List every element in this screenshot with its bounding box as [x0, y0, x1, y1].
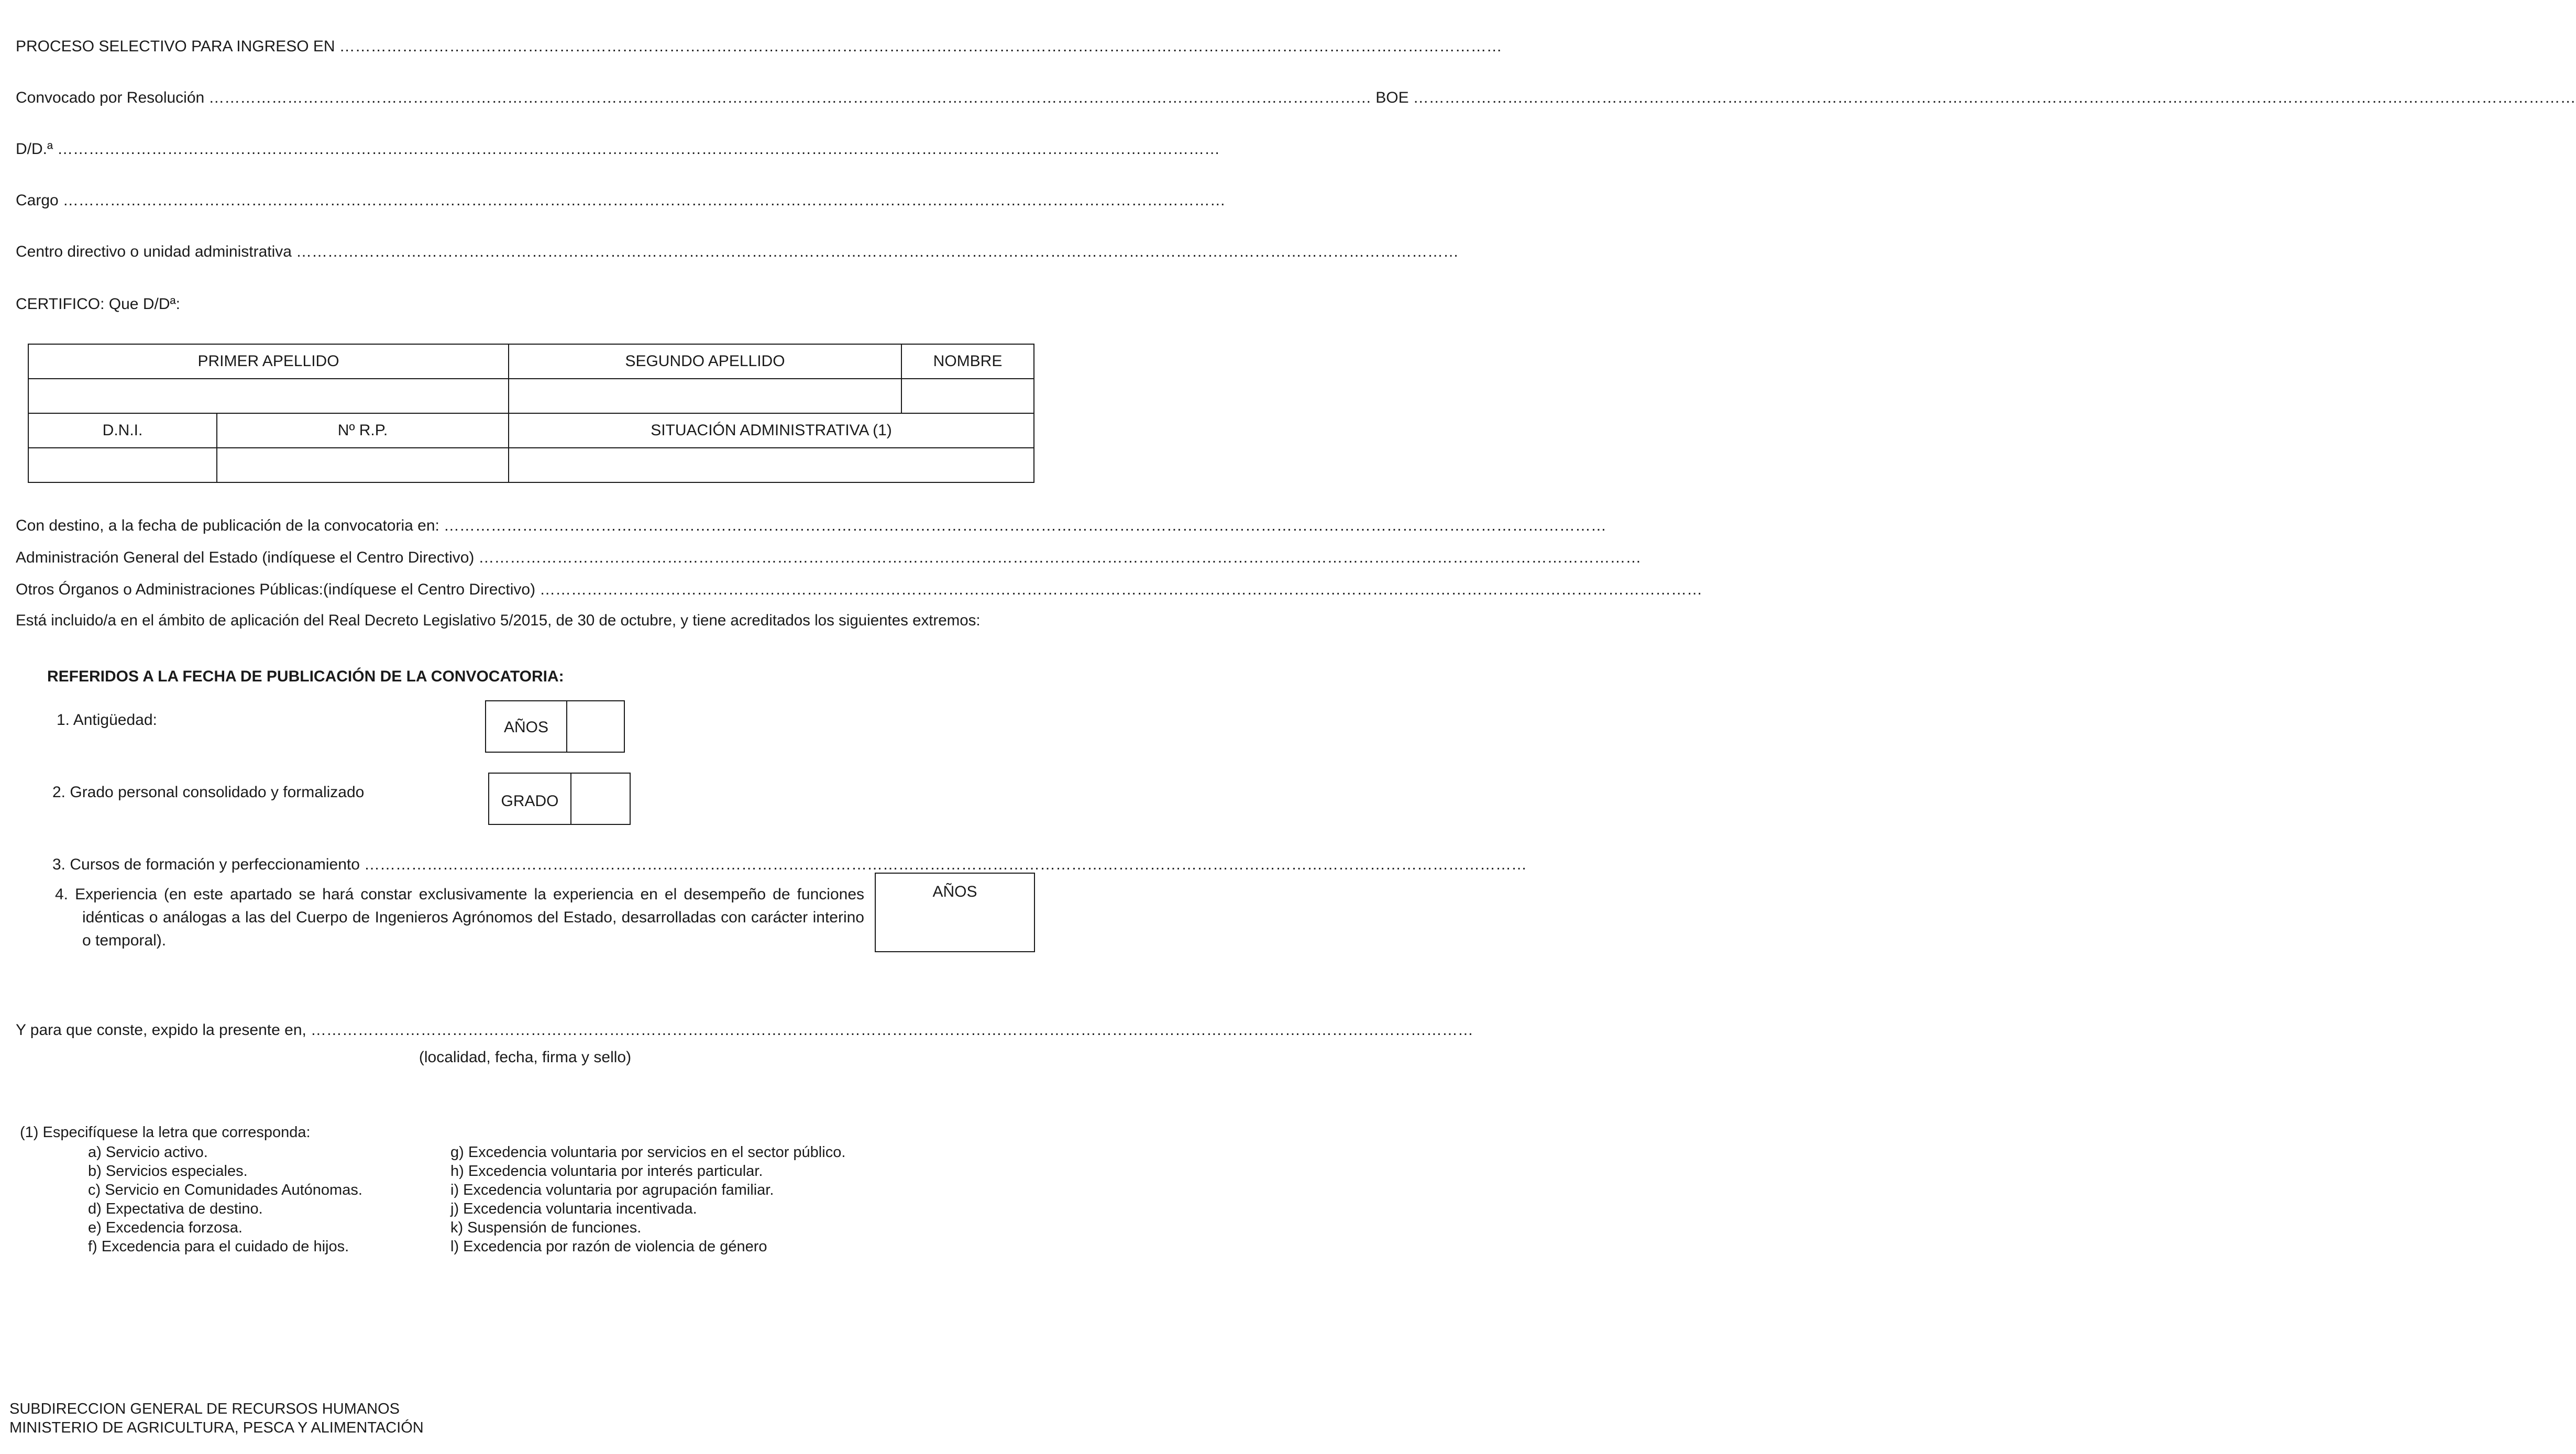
- identification-table: [28, 344, 1034, 483]
- input-dni[interactable]: [28, 448, 217, 482]
- boe-label: BOE: [1375, 89, 1409, 106]
- centro-label: Centro directivo o unidad administrativa: [16, 243, 292, 260]
- note-e: e) Excedencia forzosa.: [88, 1219, 243, 1236]
- experiencia-text: [55, 883, 864, 952]
- field-centro-directivo: [16, 243, 1459, 261]
- convocado-dots[interactable]: ……………………………………………………………………………………………………………………………………………………………………………………………………: [208, 89, 1372, 106]
- note-c: c) Servicio en Comunidades Autónomas.: [88, 1182, 362, 1198]
- localidad-text: (localidad, fecha, firma y sello): [419, 1049, 632, 1066]
- certifico-label: CERTIFICO: Que D/Dª:: [16, 295, 180, 313]
- field-convocado: [16, 89, 2576, 107]
- age-label: Administración General del Estado (indíquese el Centro Directivo): [16, 549, 475, 566]
- cursos-dots[interactable]: ……………………………………………………………………………………………………………………………………………………………………………………………………: [364, 856, 1527, 873]
- note-l: l) Excedencia por razón de violencia de género: [450, 1238, 767, 1255]
- note-f: f) Excedencia para el cuidado de hijos.: [88, 1238, 349, 1255]
- con-destino-dots[interactable]: ……………………………………………………………………………………………………………………………………………………………………………………………………: [443, 517, 1606, 534]
- otros-label: Otros Órganos o Administraciones Públicas:(indíquese el Centro Directivo): [16, 581, 536, 598]
- input-nombre[interactable]: [901, 379, 1034, 413]
- grado-label: GRADO: [489, 774, 571, 824]
- con-destino-label: Con destino, a la fecha de publicación de la convocatoria en:: [16, 517, 439, 534]
- antiguedad-box: [485, 700, 625, 753]
- header-segundo-apellido: SEGUNDO APELLIDO: [509, 344, 901, 379]
- experiencia-anos-label: AÑOS: [932, 883, 977, 900]
- proceso-label: PROCESO SELECTIVO PARA INGRESO EN: [16, 38, 335, 55]
- item-grado-label: 2. Grado personal consolidado y formalizado: [52, 784, 365, 801]
- dd-dots[interactable]: ……………………………………………………………………………………………………………………………………………………………………………………………………: [57, 140, 1220, 158]
- otros-dots[interactable]: ……………………………………………………………………………………………………………………………………………………………………………………………………: [540, 581, 1703, 598]
- input-nrp[interactable]: [217, 448, 509, 482]
- proceso-dots[interactable]: ……………………………………………………………………………………………………………………………………………………………………………………………………: [339, 38, 1502, 55]
- field-cargo: [16, 192, 1226, 210]
- experiencia-box[interactable]: [875, 873, 1035, 952]
- referidos-heading: REFERIDOS A LA FECHA DE PUBLICACIÓN DE LA CONVOCATORIA:: [47, 668, 564, 685]
- localidad-caption: [0, 1049, 1050, 1066]
- experiencia-line1: 4. Experiencia (en este apartado se hará constar exclusivamente la experiencia en el desempeño de funciones: [55, 886, 864, 903]
- note-h: h) Excedencia voluntaria por interés particular.: [450, 1163, 763, 1180]
- input-situacion[interactable]: [509, 448, 1034, 482]
- notes-right-column: [450, 1143, 845, 1256]
- age-dots[interactable]: ……………………………………………………………………………………………………………………………………………………………………………………………………: [478, 549, 1642, 566]
- note-j: j) Excedencia voluntaria incentivada.: [450, 1200, 697, 1217]
- header-nombre: NOMBRE: [901, 344, 1034, 379]
- header-primer-apellido: PRIMER APELLIDO: [28, 344, 509, 379]
- note-g: g) Excedencia voluntaria por servicios en el sector público.: [450, 1144, 846, 1161]
- field-expido: [16, 1021, 1473, 1039]
- note-k: k) Suspensión de funciones.: [450, 1219, 642, 1236]
- field-cursos: [52, 856, 1527, 874]
- antiguedad-anos-label: AÑOS: [486, 701, 567, 752]
- note-a: a) Servicio activo.: [88, 1144, 208, 1161]
- incluido-text: Está incluido/a en el ámbito de aplicación del Real Decreto Legislativo 5/2015, de 30 de octubre, y tiene acreditados los siguientes extremos:: [16, 612, 981, 629]
- field-proceso-selectivo: [16, 38, 1502, 56]
- footer-ministerio: MINISTERIO DE AGRICULTURA, PESCA Y ALIMENTACIÓN: [9, 1419, 424, 1436]
- field-con-destino: [16, 517, 1606, 535]
- centro-dots[interactable]: ……………………………………………………………………………………………………………………………………………………………………………………………………: [295, 243, 1459, 260]
- notes-left-column: [88, 1143, 362, 1256]
- note-d: d) Expectativa de destino.: [88, 1200, 263, 1217]
- antiguedad-anos-input[interactable]: [567, 701, 624, 752]
- input-primer-apellido[interactable]: [28, 379, 509, 413]
- cargo-dots[interactable]: ……………………………………………………………………………………………………………………………………………………………………………………………………: [62, 192, 1226, 209]
- field-otros-organos: [16, 581, 1703, 599]
- input-segundo-apellido[interactable]: [509, 379, 901, 413]
- boe-dots[interactable]: ……………………………………………………………………………………………………………………………………………………………………………………………………: [1413, 89, 2576, 106]
- header-situacion: SITUACIÓN ADMINISTRATIVA (1): [509, 413, 1034, 448]
- expido-label: Y para que conste, expido la presente en,: [16, 1021, 306, 1039]
- dd-label: D/D.ª: [16, 140, 53, 158]
- note-i: i) Excedencia voluntaria por agrupación familiar.: [450, 1182, 774, 1198]
- header-dni: D.N.I.: [28, 413, 217, 448]
- expido-dots[interactable]: ……………………………………………………………………………………………………………………………………………………………………………………………………: [310, 1021, 1473, 1039]
- convocado-label: Convocado por Resolución: [16, 89, 205, 106]
- grado-input[interactable]: [571, 774, 630, 824]
- experiencia-line2: idénticas o análogas a las del Cuerpo de Ingenieros Agrónomos del Estado, desarrolladas con carácter interino: [82, 909, 864, 926]
- footer: [9, 1400, 424, 1437]
- cargo-label: Cargo: [16, 192, 59, 209]
- cursos-label: 3. Cursos de formación y perfeccionamiento: [52, 856, 360, 873]
- item-antiguedad-label: 1. Antigüedad:: [57, 711, 157, 729]
- experiencia-line3: o temporal).: [82, 932, 167, 949]
- header-nrp: Nº R.P.: [217, 413, 509, 448]
- notes-title: (1) Especifíquese la letra que corresponda:: [20, 1124, 311, 1141]
- note-b: b) Servicios especiales.: [88, 1163, 248, 1180]
- grado-box: [488, 773, 631, 825]
- field-age: [16, 549, 1642, 567]
- footer-subdireccion: SUBDIRECCION GENERAL DE RECURSOS HUMANOS: [9, 1401, 400, 1417]
- field-dd: [16, 140, 1220, 158]
